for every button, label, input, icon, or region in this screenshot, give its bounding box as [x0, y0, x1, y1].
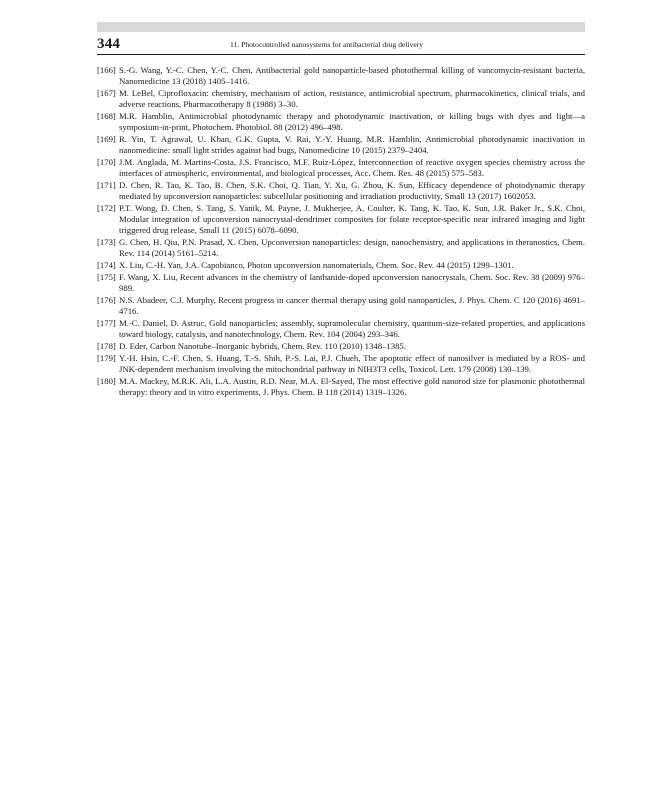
reference-text: N.S. Abadeer, C.J. Murphy, Recent progress in cancer thermal therapy using gold nanoparticles, J. Phys. Chem. C 120 (2016) 4691–4716.: [119, 295, 585, 316]
reference-item: [97, 203, 585, 236]
reference-item: [97, 341, 585, 352]
reference-text: R. Yin, T. Agrawal, U. Khan, G.K. Gupta, V. Rai, Y.-Y. Huang, M.R. Hamblin, Antimicrobial photodynamic inactivation in nanomedicine: small light strides against bad bugs, Nanomedicine 10 (2015) 2379–2404.: [119, 134, 585, 155]
reference-number: [173]: [97, 237, 116, 247]
reference-number: [168]: [97, 111, 116, 121]
reference-text: F. Wang, X. Liu, Recent advances in the chemistry of lanthanide-doped upconversion nanocrystals, Chem. Soc. Rev. 38 (2009) 976–989.: [119, 272, 585, 293]
reference-item: [97, 157, 585, 179]
reference-number: [174]: [97, 260, 116, 270]
reference-item: [97, 272, 585, 294]
reference-text: M.A. Mackey, M.R.K. Ali, L.A. Austin, R.D. Near, M.A. El-Sayed, The most effective gold nanorod size for plasmonic photothermal therapy: theory and in vitro experiments, J. Phys. Chem. B 118 (2014) 1319–1326.: [119, 376, 585, 397]
reference-item: [97, 237, 585, 259]
reference-number: [170]: [97, 157, 116, 167]
reference-text: S.-G. Wang, Y.-C. Chen, Y.-C. Chen, Antibacterial gold nanoparticle-based photothermal killing of vancomycin-resistant bacteria, Nanomedicine 13 (2018) 1405–1416.: [119, 65, 585, 86]
header-band: [97, 22, 585, 32]
reference-text: D. Eder, Carbon Nanotube–Inorganic hybrids, Chem. Rev. 110 (2010) 1348–1385.: [119, 341, 406, 351]
reference-item: [97, 295, 585, 317]
reference-text: Y.-H. Hsin, C.-F. Chen, S. Huang, T.-S. Shih, P.-S. Lai, P.J. Chueh, The apoptotic effect of nanosilver is mediated by a ROS- and JNK-dependent mechanism involving the mitochondrial pathway in NIH3T3 cells, Toxicol. Lett. 179 (2008) 130–139.: [119, 353, 585, 374]
reference-text: D. Chen, R. Tao, K. Tao, B. Chen, S.K. Choi, Q. Tian, Y. Xu, G. Zhou, K. Sun, Efficacy dependence of photodynamic therapy mediated by upconversion nanoparticles: subcellular positioning and irradiation productivity, Small 13 (2017) 1602053.: [119, 180, 585, 201]
reference-text: M.R. Hamblin, Antimicrobial photodynamic therapy and photodynamic inactivation, or killing bugs with dyes and light—a symposium-in-print, Photochem. Photobiol. 88 (2012) 496–498.: [119, 111, 585, 132]
reference-text: M. LeBel, Ciprofloxacin: chemistry, mechanism of action, resistance, antimicrobial spectrum, pharmacokinetics, clinical trials, and adverse reactions, Pharmacotherapy 8 (1988) 3–30.: [119, 88, 585, 109]
reference-text: J.M. Anglada, M. Martins-Costa, J.S. Francisco, M.F. Ruiz-López, Interconnection of reactive oxygen species chemistry across the interfaces of atmospheric, environmental, and biological processes, Acc. Chem. Res. 48 (2015) 575–583.: [119, 157, 585, 178]
reference-number: [178]: [97, 341, 116, 351]
page-header: [97, 34, 585, 55]
reference-number: [167]: [97, 88, 116, 98]
reference-text: M.-C. Daniel, D. Astruc, Gold nanoparticles; assembly, supramolecular chemistry, quantum-size-related properties, and applications toward biology, catalysis, and nanotechnology, Chem. Rev. 104 (2004) 293–346.: [119, 318, 585, 339]
reference-number: [177]: [97, 318, 116, 328]
reference-item: [97, 376, 585, 398]
reference-number: [179]: [97, 353, 116, 363]
reference-item: [97, 260, 585, 271]
reference-list: [97, 65, 585, 399]
reference-text: X. Liu, C.-H. Yan, J.A. Capobianco, Photon upconversion nanomaterials, Chem. Soc. Rev. 44 (2015) 1299–1301.: [119, 260, 514, 270]
reference-item: [97, 134, 585, 156]
reference-number: [180]: [97, 376, 116, 386]
reference-number: [169]: [97, 134, 116, 144]
reference-item: [97, 180, 585, 202]
page-number: 344: [97, 36, 121, 52]
reference-item: [97, 88, 585, 110]
reference-number: [176]: [97, 295, 116, 305]
reference-item: [97, 353, 585, 375]
reference-item: [97, 65, 585, 87]
reference-text: G. Chen, H. Qiu, P.N. Prasad, X. Chen, Upconversion nanoparticles: design, nanochemistry, and applications in theranostics, Chem. Rev. 114 (2014) 5161–5214.: [119, 237, 585, 258]
running-title: 11. Photocontrolled nanosystems for antibacterial drug delivery: [230, 40, 424, 49]
reference-item: [97, 111, 585, 133]
reference-item: [97, 318, 585, 340]
reference-number: [175]: [97, 272, 116, 282]
reference-number: [172]: [97, 203, 116, 213]
reference-number: [166]: [97, 65, 116, 75]
reference-text: P.T. Wong, D. Chen, S. Tang, S. Yanik, M. Payne, J. Mukherjee, A. Coulter, K. Tang, K. Tao, K. Sun, J.R. Baker Jr., S.K. Choi, Modular integration of upconversion nanocrystal-dendrimer composites for folate receptor-specific near infrared imaging and light triggered drug release, Small 11 (2015) 6078–6090.: [119, 203, 585, 235]
reference-number: [171]: [97, 180, 116, 190]
